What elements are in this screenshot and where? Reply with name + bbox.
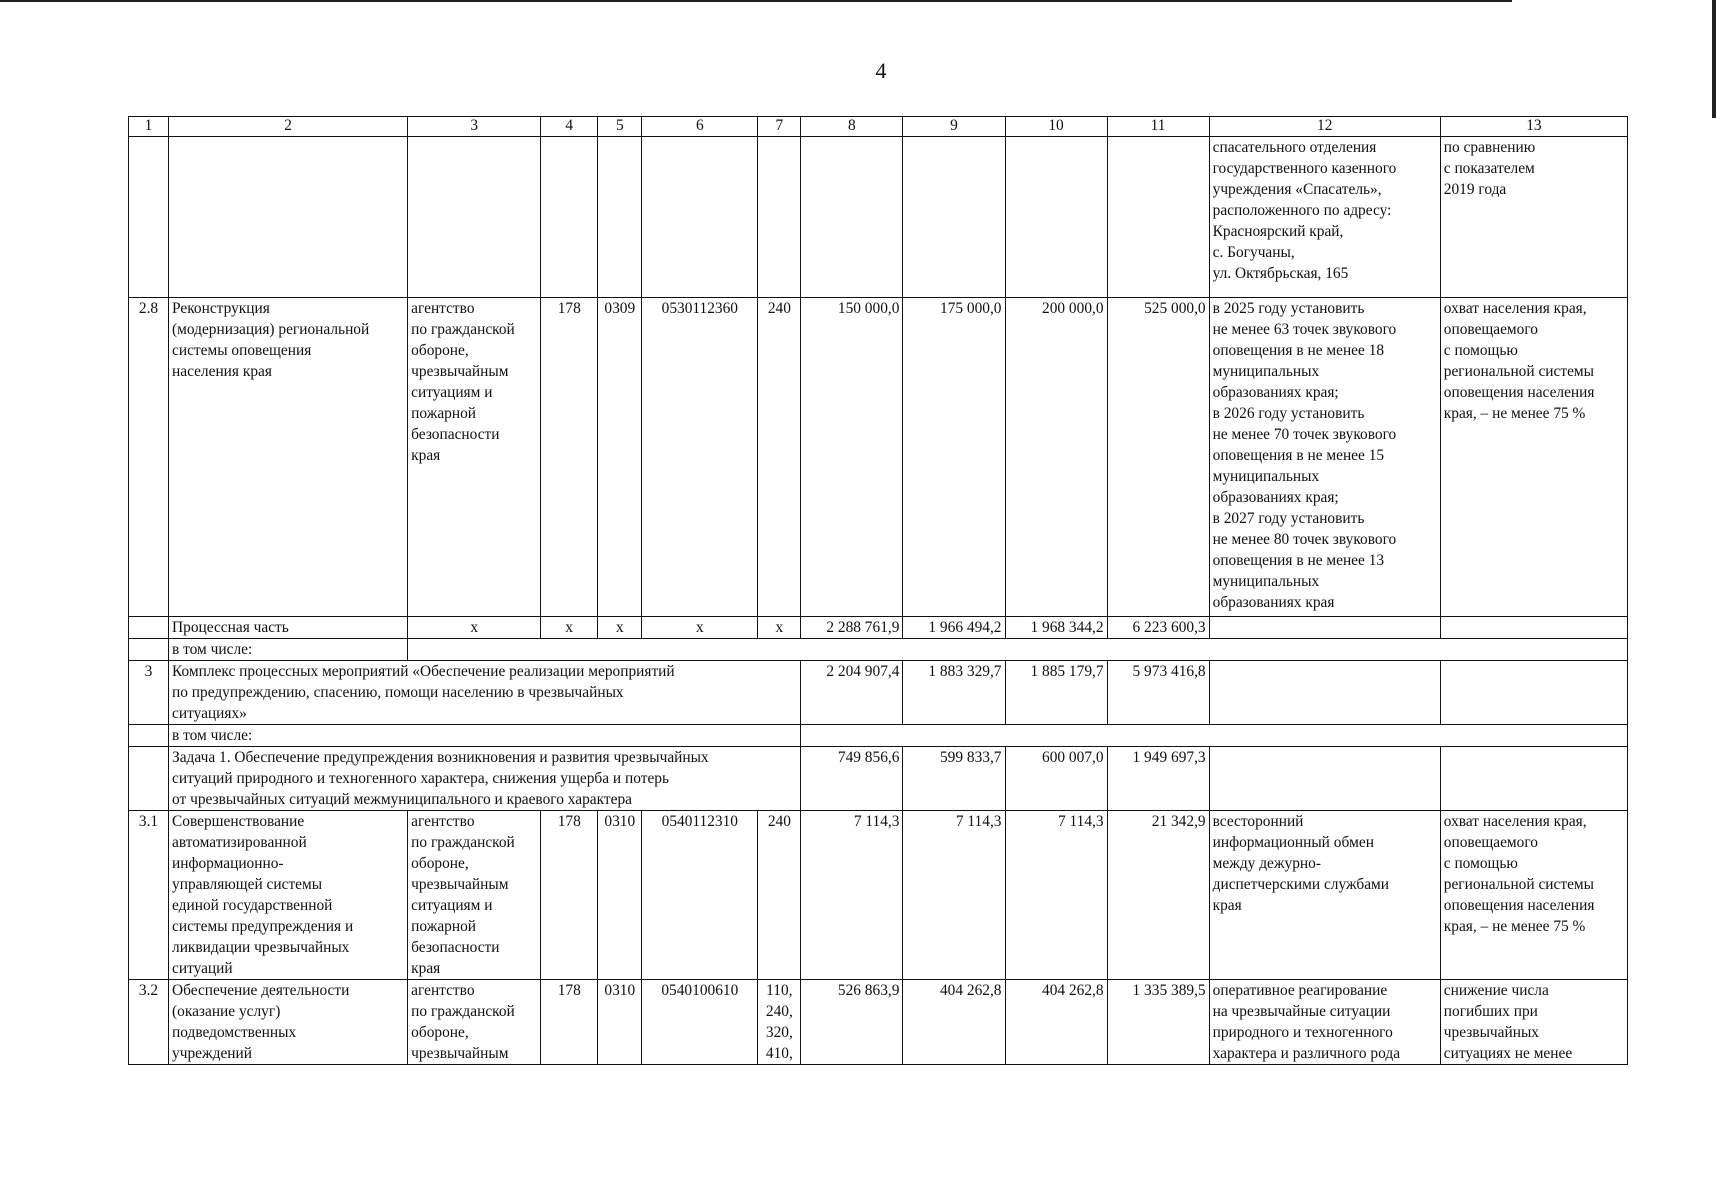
program-table <box>128 116 1628 1065</box>
empty-cell <box>801 725 1628 747</box>
x-mark: х <box>408 617 541 639</box>
table-row-3-1 <box>129 811 1628 980</box>
amount-2026: 175 000,0 <box>903 298 1005 617</box>
empty-cell <box>1209 617 1440 639</box>
amount-2025: 7 114,3 <box>801 811 903 980</box>
page-number: 4 <box>875 58 887 83</box>
table-row-task-1 <box>129 747 1628 811</box>
amount-2025: 2 288 761,9 <box>801 617 903 639</box>
vr-code: 240 <box>758 811 801 980</box>
indicator-cell: по сравнению с показателем 2019 года <box>1440 137 1627 298</box>
agency-cell: агентство по гражданской обороне, чрезвычайным ситуациям и пожарной безопасности края <box>408 811 541 980</box>
empty-cell <box>408 639 1628 661</box>
table-row-continuation <box>129 137 1628 298</box>
header-cell: 3 <box>408 117 541 137</box>
amount-2027: 1 968 344,2 <box>1005 617 1107 639</box>
empty-cell <box>1440 747 1627 811</box>
measure-name: Реконструкция (модернизация) региональной системы оповещения населения края <box>169 298 408 617</box>
rzpr-code: 0310 <box>598 811 642 980</box>
empty-cell <box>1107 137 1209 298</box>
header-cell: 10 <box>1005 117 1107 137</box>
table-row-complex-3 <box>129 661 1628 725</box>
csr-code: 0540112310 <box>642 811 758 980</box>
empty-cell <box>129 725 169 747</box>
x-mark: х <box>642 617 758 639</box>
complex-name: Комплекс процессных мероприятий «Обеспечение реализации мероприятий по предупреждению, спасению, помощи населению в чрезвычайных ситуациях» <box>169 661 801 725</box>
amount-2026: 404 262,8 <box>903 980 1005 1065</box>
row-number: 3.2 <box>129 980 169 1065</box>
amount-2025: 2 204 907,4 <box>801 661 903 725</box>
header-cell: 1 <box>129 117 169 137</box>
amount-2027: 404 262,8 <box>1005 980 1107 1065</box>
header-cell: 4 <box>541 117 598 137</box>
grbs-code: 178 <box>541 298 598 617</box>
top-border-line <box>0 0 1512 2</box>
table-row-including <box>129 725 1628 747</box>
empty-cell <box>129 617 169 639</box>
amount-total: 5 973 416,8 <box>1107 661 1209 725</box>
indicator-cell: охват населения края, оповещаемого с помощью региональной системы оповещения населения края, – не менее 75 % <box>1440 298 1627 617</box>
result-cell: в 2025 году установить не менее 63 точек звукового оповещения в не менее 18 муниципальных образованиях края; в 2026 году установить не менее 70 точек звукового оповещения в не менее 15 муниципальных образованиях края; в 2027 году установить не менее 80 точек звукового оповещения в не менее 13 муниципальных образованиях края <box>1209 298 1440 617</box>
empty-cell <box>758 137 801 298</box>
row-number: 3 <box>129 661 169 725</box>
amount-2027: 200 000,0 <box>1005 298 1107 617</box>
rzpr-code: 0309 <box>598 298 642 617</box>
indicator-cell: охват населения края, оповещаемого с помощью региональной системы оповещения населения края, – не менее 75 % <box>1440 811 1627 980</box>
empty-cell <box>1440 617 1627 639</box>
header-cell: 7 <box>758 117 801 137</box>
table-row-3-2 <box>129 980 1628 1065</box>
amount-2027: 600 007,0 <box>1005 747 1107 811</box>
empty-cell <box>1209 747 1440 811</box>
amount-2025: 526 863,9 <box>801 980 903 1065</box>
table-row-including <box>129 639 1628 661</box>
amount-total: 1 949 697,3 <box>1107 747 1209 811</box>
row-number: 3.1 <box>129 811 169 980</box>
amount-2025: 749 856,6 <box>801 747 903 811</box>
header-cell: 2 <box>169 117 408 137</box>
empty-cell <box>1209 661 1440 725</box>
vr-code: 240 <box>758 298 801 617</box>
amount-total: 21 342,9 <box>1107 811 1209 980</box>
header-cell: 8 <box>801 117 903 137</box>
empty-cell <box>541 137 598 298</box>
empty-cell <box>1440 661 1627 725</box>
empty-cell <box>129 639 169 661</box>
header-cell: 12 <box>1209 117 1440 137</box>
task-name: Задача 1. Обеспечение предупреждения возникновения и развития чрезвычайных ситуаций природного и техногенного характера, снижения ущерба и потерь от чрезвычайных ситуаций межмуниципального и краевого характера <box>169 747 801 811</box>
rzpr-code: 0310 <box>598 980 642 1065</box>
empty-cell <box>169 137 408 298</box>
measure-name: Обеспечение деятельности (оказание услуг) подведомственных учреждений <box>169 980 408 1065</box>
header-cell: 5 <box>598 117 642 137</box>
grbs-code: 178 <box>541 980 598 1065</box>
table-row-process-part <box>129 617 1628 639</box>
empty-cell <box>129 747 169 811</box>
amount-total: 1 335 389,5 <box>1107 980 1209 1065</box>
empty-cell <box>1005 137 1107 298</box>
csr-code: 0530112360 <box>642 298 758 617</box>
measure-name: Совершенствование автоматизированной информационно- управляющей системы единой государственной системы предупреждения и ликвидации чрезвычайных ситуаций <box>169 811 408 980</box>
table-header-row <box>129 117 1628 137</box>
amount-2025: 150 000,0 <box>801 298 903 617</box>
amount-total: 6 223 600,3 <box>1107 617 1209 639</box>
amount-2027: 7 114,3 <box>1005 811 1107 980</box>
header-cell: 9 <box>903 117 1005 137</box>
amount-2026: 1 883 329,7 <box>903 661 1005 725</box>
indicator-cell: снижение числа погибших при чрезвычайных ситуациях не менее <box>1440 980 1627 1065</box>
vr-code: 110, 240, 320, 410, <box>758 980 801 1065</box>
empty-cell <box>408 137 541 298</box>
amount-2027: 1 885 179,7 <box>1005 661 1107 725</box>
amount-total: 525 000,0 <box>1107 298 1209 617</box>
empty-cell <box>801 137 903 298</box>
result-cell: спасательного отделения государственного казенного учреждения «Спасатель», расположенного по адресу: Красноярский край, с. Богучаны, ул. Октябрьская, 165 <box>1209 137 1440 298</box>
agency-cell: агентство по гражданской обороне, чрезвычайным ситуациям и пожарной безопасности края <box>408 298 541 617</box>
amount-2026: 1 966 494,2 <box>903 617 1005 639</box>
header-cell: 11 <box>1107 117 1209 137</box>
csr-code: 0540100610 <box>642 980 758 1065</box>
amount-2026: 7 114,3 <box>903 811 1005 980</box>
x-mark: х <box>758 617 801 639</box>
result-cell: оперативное реагирование на чрезвычайные ситуации природного и техногенного характера и различного рода <box>1209 980 1440 1065</box>
result-cell: всесторонний информационный обмен между дежурно- диспетчерскими службами края <box>1209 811 1440 980</box>
including-label: в том числе: <box>169 639 408 661</box>
including-label: в том числе: <box>169 725 801 747</box>
empty-cell <box>903 137 1005 298</box>
empty-cell <box>129 137 169 298</box>
process-label: Процессная часть <box>169 617 408 639</box>
row-number: 2.8 <box>129 298 169 617</box>
x-mark: х <box>598 617 642 639</box>
x-mark: х <box>541 617 598 639</box>
empty-cell <box>598 137 642 298</box>
header-cell: 13 <box>1440 117 1627 137</box>
header-cell: 6 <box>642 117 758 137</box>
grbs-code: 178 <box>541 811 598 980</box>
agency-cell: агентство по гражданской обороне, чрезвычайным <box>408 980 541 1065</box>
empty-cell <box>642 137 758 298</box>
amount-2026: 599 833,7 <box>903 747 1005 811</box>
table-row-2-8 <box>129 298 1628 617</box>
